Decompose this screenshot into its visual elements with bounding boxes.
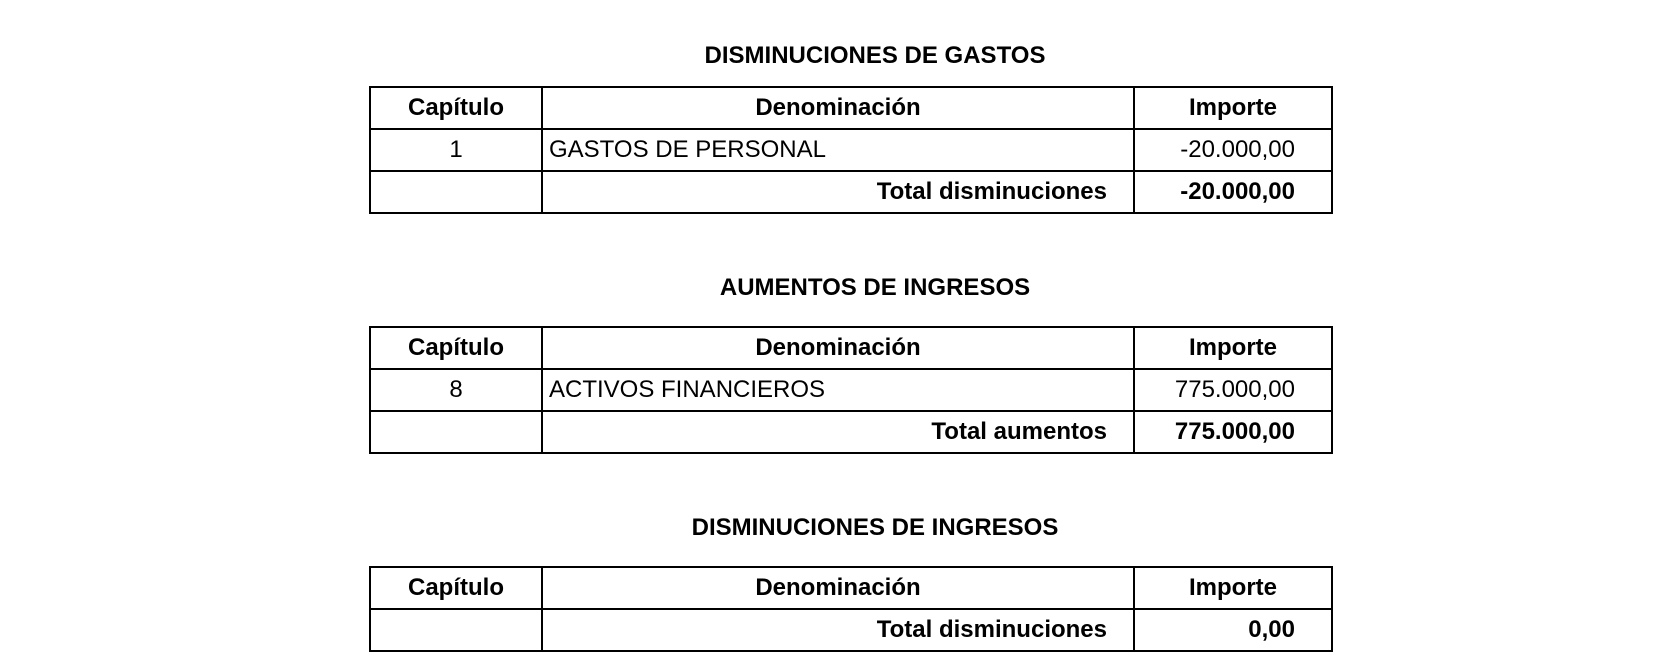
header-importe: Importe — [1134, 327, 1332, 369]
section-title-disminuciones-ingresos: DISMINUCIONES DE INGRESOS — [691, 514, 1059, 541]
cell-capitulo: 8 — [370, 369, 542, 411]
cell-denominacion: ACTIVOS FINANCIEROS — [542, 369, 1134, 411]
total-label: Total disminuciones — [542, 609, 1134, 651]
cell-empty — [370, 411, 542, 453]
cell-importe: 775.000,00 — [1134, 369, 1332, 411]
header-capitulo: Capítulo — [370, 567, 542, 609]
header-denominacion: Denominación — [542, 87, 1134, 129]
header-importe: Importe — [1134, 567, 1332, 609]
table-row — [370, 129, 1332, 171]
table-header-row — [370, 87, 1332, 129]
total-row — [370, 411, 1332, 453]
cell-capitulo: 1 — [370, 129, 542, 171]
table-disminuciones-gastos — [369, 86, 1333, 214]
table-header-row — [370, 327, 1332, 369]
section-title-disminuciones-gastos: DISMINUCIONES DE GASTOS — [704, 42, 1046, 69]
cell-importe: -20.000,00 — [1134, 129, 1332, 171]
total-row — [370, 609, 1332, 651]
table-header-row — [370, 567, 1332, 609]
cell-empty — [370, 171, 542, 213]
header-denominacion: Denominación — [542, 567, 1134, 609]
total-value: -20.000,00 — [1134, 171, 1332, 213]
table-row — [370, 369, 1332, 411]
header-importe: Importe — [1134, 87, 1332, 129]
total-value: 775.000,00 — [1134, 411, 1332, 453]
cell-denominacion: GASTOS DE PERSONAL — [542, 129, 1134, 171]
header-denominacion: Denominación — [542, 327, 1134, 369]
total-label: Total aumentos — [542, 411, 1134, 453]
total-row — [370, 171, 1332, 213]
header-capitulo: Capítulo — [370, 87, 542, 129]
header-capitulo: Capítulo — [370, 327, 542, 369]
table-aumentos-ingresos — [369, 326, 1333, 454]
table-disminuciones-ingresos — [369, 566, 1333, 652]
total-label: Total disminuciones — [542, 171, 1134, 213]
total-value: 0,00 — [1134, 609, 1332, 651]
cell-empty — [370, 609, 542, 651]
section-title-aumentos-ingresos: AUMENTOS DE INGRESOS — [719, 274, 1031, 301]
